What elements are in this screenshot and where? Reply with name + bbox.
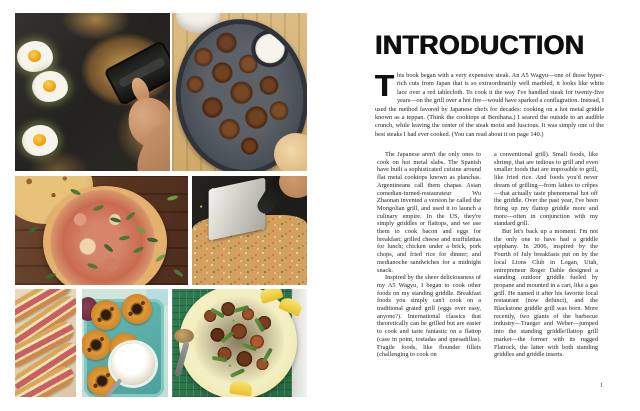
two-column-text <box>377 151 599 359</box>
column-left <box>377 151 481 359</box>
pineapple-ring <box>82 330 111 360</box>
intro-paragraph <box>375 68 604 139</box>
drop-cap: T <box>375 68 394 103</box>
flatbread <box>274 133 307 171</box>
pineapple-ring <box>122 294 152 324</box>
photo-grilled-pineapple <box>82 289 168 397</box>
hand <box>279 176 307 198</box>
photo-fried-eggs-hash-browns <box>15 13 170 171</box>
photo-flatbread-pizza-arugula <box>15 176 188 285</box>
fried-egg <box>22 125 58 156</box>
fried-egg <box>32 71 68 102</box>
pineapple-ring <box>91 300 121 330</box>
intro-text: his book began with a very expensive steak. An A5 Wagyu—one of those hyper-rich cuts from Japan that is so extraordinarily well marbled, it looks like white lace over a red tablecloth. To cook it the way I've handled steak for twenty-five years—on the grill over a hot fire—would have sparked a conflagration. Instead, I used the method favored by Japanese chefs for decades: cooking on a hot metal griddle known as a teppan. (Think the cooktops at Benihana.) I seared the outside to an audible crunch, while leaving the center of the steak moist and luscious. It was simply one of the best steaks I had ever cooked. (You can read about it on page 140.) <box>375 72 604 138</box>
page-number: 1 <box>600 382 604 389</box>
arugula-leaf <box>45 272 57 280</box>
photo-griddled-meat-patties <box>172 13 307 171</box>
fried-egg <box>17 41 53 72</box>
page-title: INTRODUCTION <box>375 30 585 60</box>
photo-pressed-sandwiches <box>15 289 76 397</box>
paragraph: a conventional grill). Small foods, like shrimp, that are tedious to grill and even smaller foods that are impossible to grill, like fried rice. And foods you'd never dream of grilling—from latkes to crêpes—that actually taste phenomenal hot off the griddle. Over the past year, I've been firing up my flattop griddle more and more—often in conjunction with my standard grill. <box>494 151 598 228</box>
paragraph: Inspired by the sheer deliciousness of my A5 Wagyu, I began to cook other foods on my standing griddle. Breakfast foods you simply can't cook on a traditional grated grill (eggs over easy, anyone?). International classics that theoretically can be grilled but are easier to cook and taste fantastic on a flattop (case in point, tostadas and quesadillas). Fragile foods, like flounder fillets (challenging to cook on <box>377 274 481 359</box>
photo-fried-rice <box>192 176 307 285</box>
arugula-leaf <box>173 268 184 278</box>
paragraph: But let's back up a moment. I'm not the only one to have had a griddle epiphany. In 2006, inspired by the Fourth of July breakfasts put on by the local Lions Club in Logan, Utah, entrepreneur Roger Dahle designed a standing outdoor griddle fueled by propane and mounted in a cart, like a gas grill. He named it after his favorite local restaurant (now defunct), and the Blackstone griddle grill was born. More recently, two giants of the barbecue industry—Traeger and Weber—jumped into the standing griddle/flattop grill market—the former with its rugged Flatrock, the latter with both standing griddles and griddle inserts. <box>494 228 598 359</box>
paragraph: The Japanese aren't the only ones to cook on hot metal slabs. The Spanish have built a sophisticated cuisine around flat metal cooktops known as planchas. Argentineans call them chapas. Asian comedian-turned-restaurateur Wu Zhaonan invented a version he called the Mongolian grill, and used it to launch a culinary empire. In the US, they're simply griddles or flattops, and we use them to cook bacon and eggs for breakfast; grilled cheese and muffulettas for lunch; chicken under a brick, pork chops, and fried rice for dinner; and medianoche sandwiches for a midnight snack. <box>377 151 481 274</box>
arugula-leaf <box>27 226 39 235</box>
photo-blackened-shrimp <box>172 289 307 397</box>
column-right <box>494 151 598 359</box>
arugula-leaf <box>167 195 179 202</box>
pizza <box>43 186 167 285</box>
right-page <box>320 0 640 411</box>
